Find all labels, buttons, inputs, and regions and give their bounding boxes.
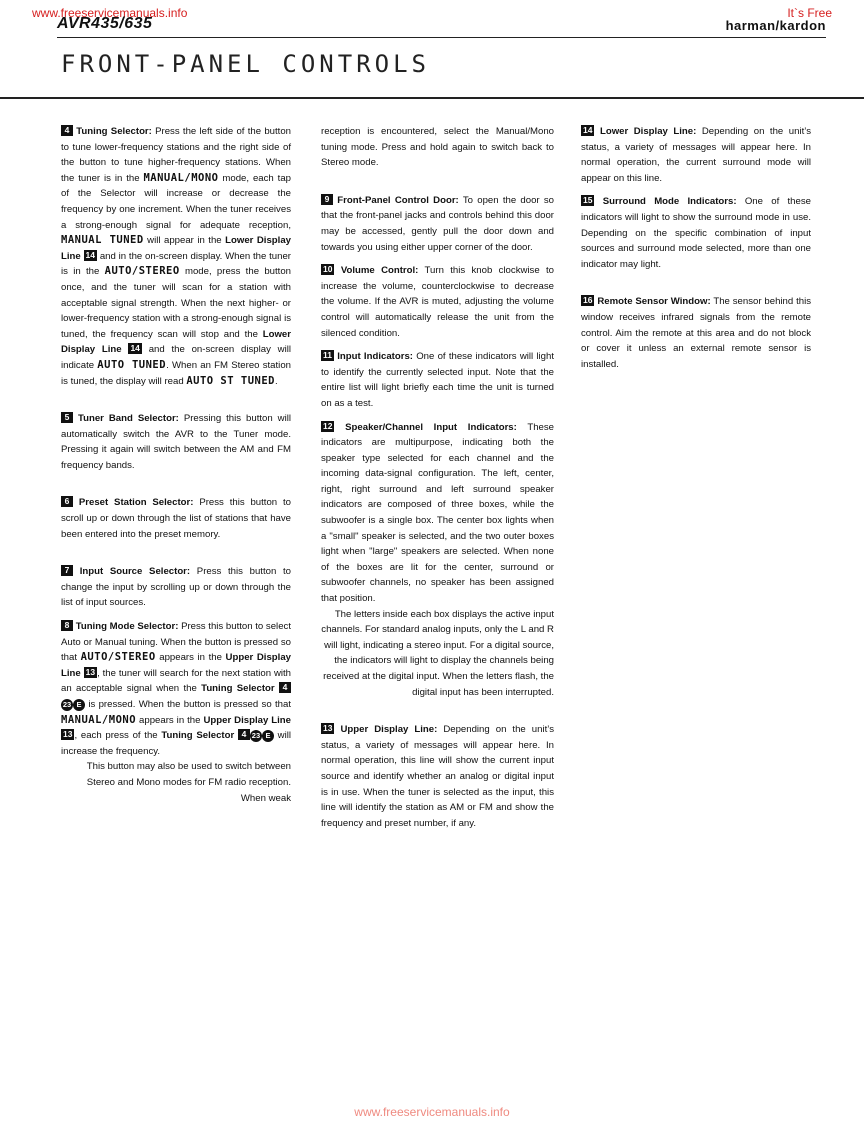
callout-number: 7 — [61, 565, 73, 576]
item-title: Front-Panel Control Door: — [337, 194, 459, 206]
callout-number: 12 — [323, 420, 333, 431]
item-title: Remote Sensor Window: — [597, 296, 711, 308]
control-reference: Upper Display Line — [61, 652, 291, 679]
item-text: appears in the — [136, 714, 204, 726]
item-text: One of these indicators will light to identify the currently selected input. Note that the entire list will light briefly each time the unit is turned on as a test. — [321, 351, 555, 409]
callout-number: 13 — [323, 723, 333, 734]
item-title: Input Indicators: — [337, 351, 413, 363]
item-text: , each press of the — [74, 730, 162, 742]
model-number: AVR435/635 — [57, 15, 153, 32]
item-text: and the on-screen display will indicate — [61, 344, 292, 371]
item-text: To open the door so that the front-panel jacks and controls behind this door may be accessed, gently pull the door down and towards you using either upper corner of the door. — [321, 194, 555, 253]
item-text: is pressed. When the button is pressed so that — [85, 699, 291, 710]
remote-callout: E — [262, 730, 274, 742]
item-text: will increase the frequency. — [61, 730, 292, 757]
item-text: mode, press the button once, and the tuner will scan for a station with acceptable signal strength. When the next higher- or lower-frequency station with a strong-enough signal is tuned, the frequency scan will stop and the — [61, 266, 291, 340]
item-text: . — [275, 375, 278, 387]
callout-number: 11 — [323, 350, 332, 361]
callout-number: 14 — [583, 125, 593, 135]
callout-number: 6 — [61, 496, 73, 507]
item-text: . When an FM Stereo station is tuned, the display will read — [61, 359, 291, 387]
item-input-indicators — [321, 349, 554, 411]
item-text: , the tuner will search for the next station with an acceptable signal when the — [61, 667, 292, 695]
display-text: AUTO ST TUNED — [186, 374, 276, 387]
item-text: and in the on-screen display. When the tuner is in the — [61, 250, 291, 278]
remote-callout: 23 — [251, 731, 261, 741]
item-text: reception is encountered, select the Manual/Mono tuning mode. Press and hold again to switch back to Stereo mode. — [321, 126, 554, 169]
control-reference: Lower Display Line — [61, 235, 292, 262]
display-text: MANUAL/MONO — [61, 713, 137, 726]
item-title: Tuning Mode Selector: — [75, 621, 179, 633]
header-rule — [57, 37, 826, 38]
item-title: Speaker/Channel Input Indicators: — [345, 421, 517, 433]
callout-number: 4 — [238, 729, 250, 740]
item-upper-display-line — [321, 722, 554, 831]
remote-callout: 23 — [62, 700, 72, 709]
item-lower-display-line — [581, 124, 811, 186]
callout-number: 5 — [61, 412, 73, 423]
item-text: mode, each tap of the Selector will increase or decrease the frequency by one increment. When the tuner receives a strong-enough signal for adequate reception, — [61, 172, 291, 231]
item-title: Volume Control: — [340, 265, 419, 277]
item-tuner-band-selector — [61, 411, 291, 473]
item-text: Depending on the unit’s status, a variety of messages will appear here. In normal operation, the current surround mode will appear on this line. — [581, 126, 811, 184]
control-reference: Tuning Selector — [201, 683, 275, 695]
item-text: The sensor behind this window receives infrared signals from the remote control. Aim the remote at this area and do not block or cover it unless an external remote sensor is installed. — [581, 296, 811, 370]
page-title: FRONT-PANEL CONTROLS — [61, 50, 430, 78]
item-surround-mode-indicators — [581, 194, 811, 272]
callout-number: 8 — [61, 620, 73, 631]
item-title: Input Source Selector: — [79, 566, 191, 578]
item-remote-sensor-window — [581, 294, 811, 372]
callout-number: 4 — [61, 125, 73, 136]
column-1 — [61, 124, 291, 814]
callout-number: 4 — [279, 682, 291, 693]
callout-number: 14 — [130, 343, 140, 354]
brand-logo: harman/kardon — [725, 18, 826, 33]
item-title: Preset Station Selector: — [78, 497, 194, 509]
column-2 — [321, 124, 554, 839]
display-text: MANUAL TUNED — [61, 234, 144, 247]
display-text: MANUAL/MONO — [143, 171, 219, 184]
callout-number: 16 — [583, 295, 593, 306]
title-rule — [0, 97, 864, 99]
watermark-bottom[interactable]: www.freeservicemanuals.info — [354, 1105, 510, 1119]
item-text: One of these indicators will light to show the surround mode in use. Depending on the specific combination of input sources and surround mode selected, more than one indicator may light. — [581, 196, 811, 270]
item-text: These indicators are multipurpose, indicating both the speaker type selected for each channel and the incoming data-signal configuration. The left, center, right, right surround and left surround speaker indicators are composed of three boxes, while the subwoofer is a single box. The center box lights when a "small" speaker is selected, and the two outer boxes light when "large" speakers are selected. When none of the boxes are lit for the center, surround or subwoofer channels, no speaker has been assigned that position. — [321, 421, 555, 605]
item-text: will appear in the — [143, 235, 226, 247]
item-title: Upper Display Line: — [340, 724, 438, 736]
callout-number: 10 — [323, 264, 333, 275]
free-tag: It`s Free — [787, 6, 832, 20]
item-text: Turn this knob clockwise to increase the volume, counterclockwise to decrease the volume. If the AVR is muted, adjusting the volume control will automatically release the unit from the silenced condition. — [321, 265, 555, 339]
item-preset-station-selector — [61, 495, 291, 542]
item-input-source-selector — [61, 564, 291, 611]
item-speaker-channel-indicators — [321, 420, 554, 701]
item-text: This button may also be used to switch between Stereo and Mono modes for FM radio reception. When weak — [86, 761, 291, 804]
item-text: Depending on the unit’s status, a variety of messages will appear here. In normal operation, this line will show the current input source and identify whether an analog or digital input is in use. When the tuner is selected as the input, this line will identify the station as AM or FM and show the frequency and preset number, if any. — [321, 724, 555, 829]
item-text: Press the left side of the button to tune lower-frequency stations and the right side of the button to tune higher-frequency stations. When the tuner is in the — [61, 126, 291, 184]
item-title: Surround Mode Indicators: — [602, 196, 737, 208]
item-front-panel-door — [321, 193, 554, 255]
column-3 — [581, 124, 811, 380]
callout-number: 15 — [583, 195, 593, 206]
callout-number: 9 — [321, 194, 333, 205]
control-reference: Tuning Selector — [161, 730, 235, 742]
control-reference: Upper Display Line — [203, 714, 291, 726]
item-text: Press this button to change the input by scrolling up or down through the list of input sources. — [61, 566, 291, 609]
display-text: AUTO TUNED — [97, 358, 167, 371]
item-text: The letters inside each box displays the active input channels. For standard analog inputs, only the L and R will light, indicating a stereo input. For a digital source, the indicators will light to display the channels being received at the digital input. When the letters flash, the digital input has been interrupted. — [321, 608, 554, 698]
watermark-top[interactable]: www.freeservicemanuals.info — [32, 6, 188, 20]
remote-callout: E — [73, 699, 85, 711]
callout-number: 14 — [85, 249, 96, 260]
item-title: Tuner Band Selector: — [77, 413, 179, 425]
item-text: appears in the — [155, 652, 226, 664]
item-volume-control — [321, 263, 554, 341]
callout-number: 13 — [85, 666, 96, 677]
item-text: Press this button to scroll up or down through the list of stations that have been entered into the preset memory. — [61, 497, 291, 540]
display-text: AUTO/STEREO — [80, 651, 156, 664]
item-continued — [321, 124, 554, 171]
item-title: Lower Display Line: — [599, 126, 697, 137]
display-text: AUTO/STEREO — [104, 265, 180, 278]
item-text: Pressing this button will automatically switch the AVR to the Tuner mode. Pressing it again will switch between the AM and FM frequency bands. — [61, 413, 291, 471]
item-tuning-selector — [61, 124, 291, 389]
control-reference: Lower Display Line — [61, 328, 291, 356]
item-tuning-mode-selector — [61, 619, 291, 806]
item-title: Tuning Selector: — [76, 126, 152, 137]
item-text: Press this button to select Auto or Manual tuning. When the button is pressed so that — [61, 621, 291, 664]
callout-number: 13 — [63, 729, 73, 740]
